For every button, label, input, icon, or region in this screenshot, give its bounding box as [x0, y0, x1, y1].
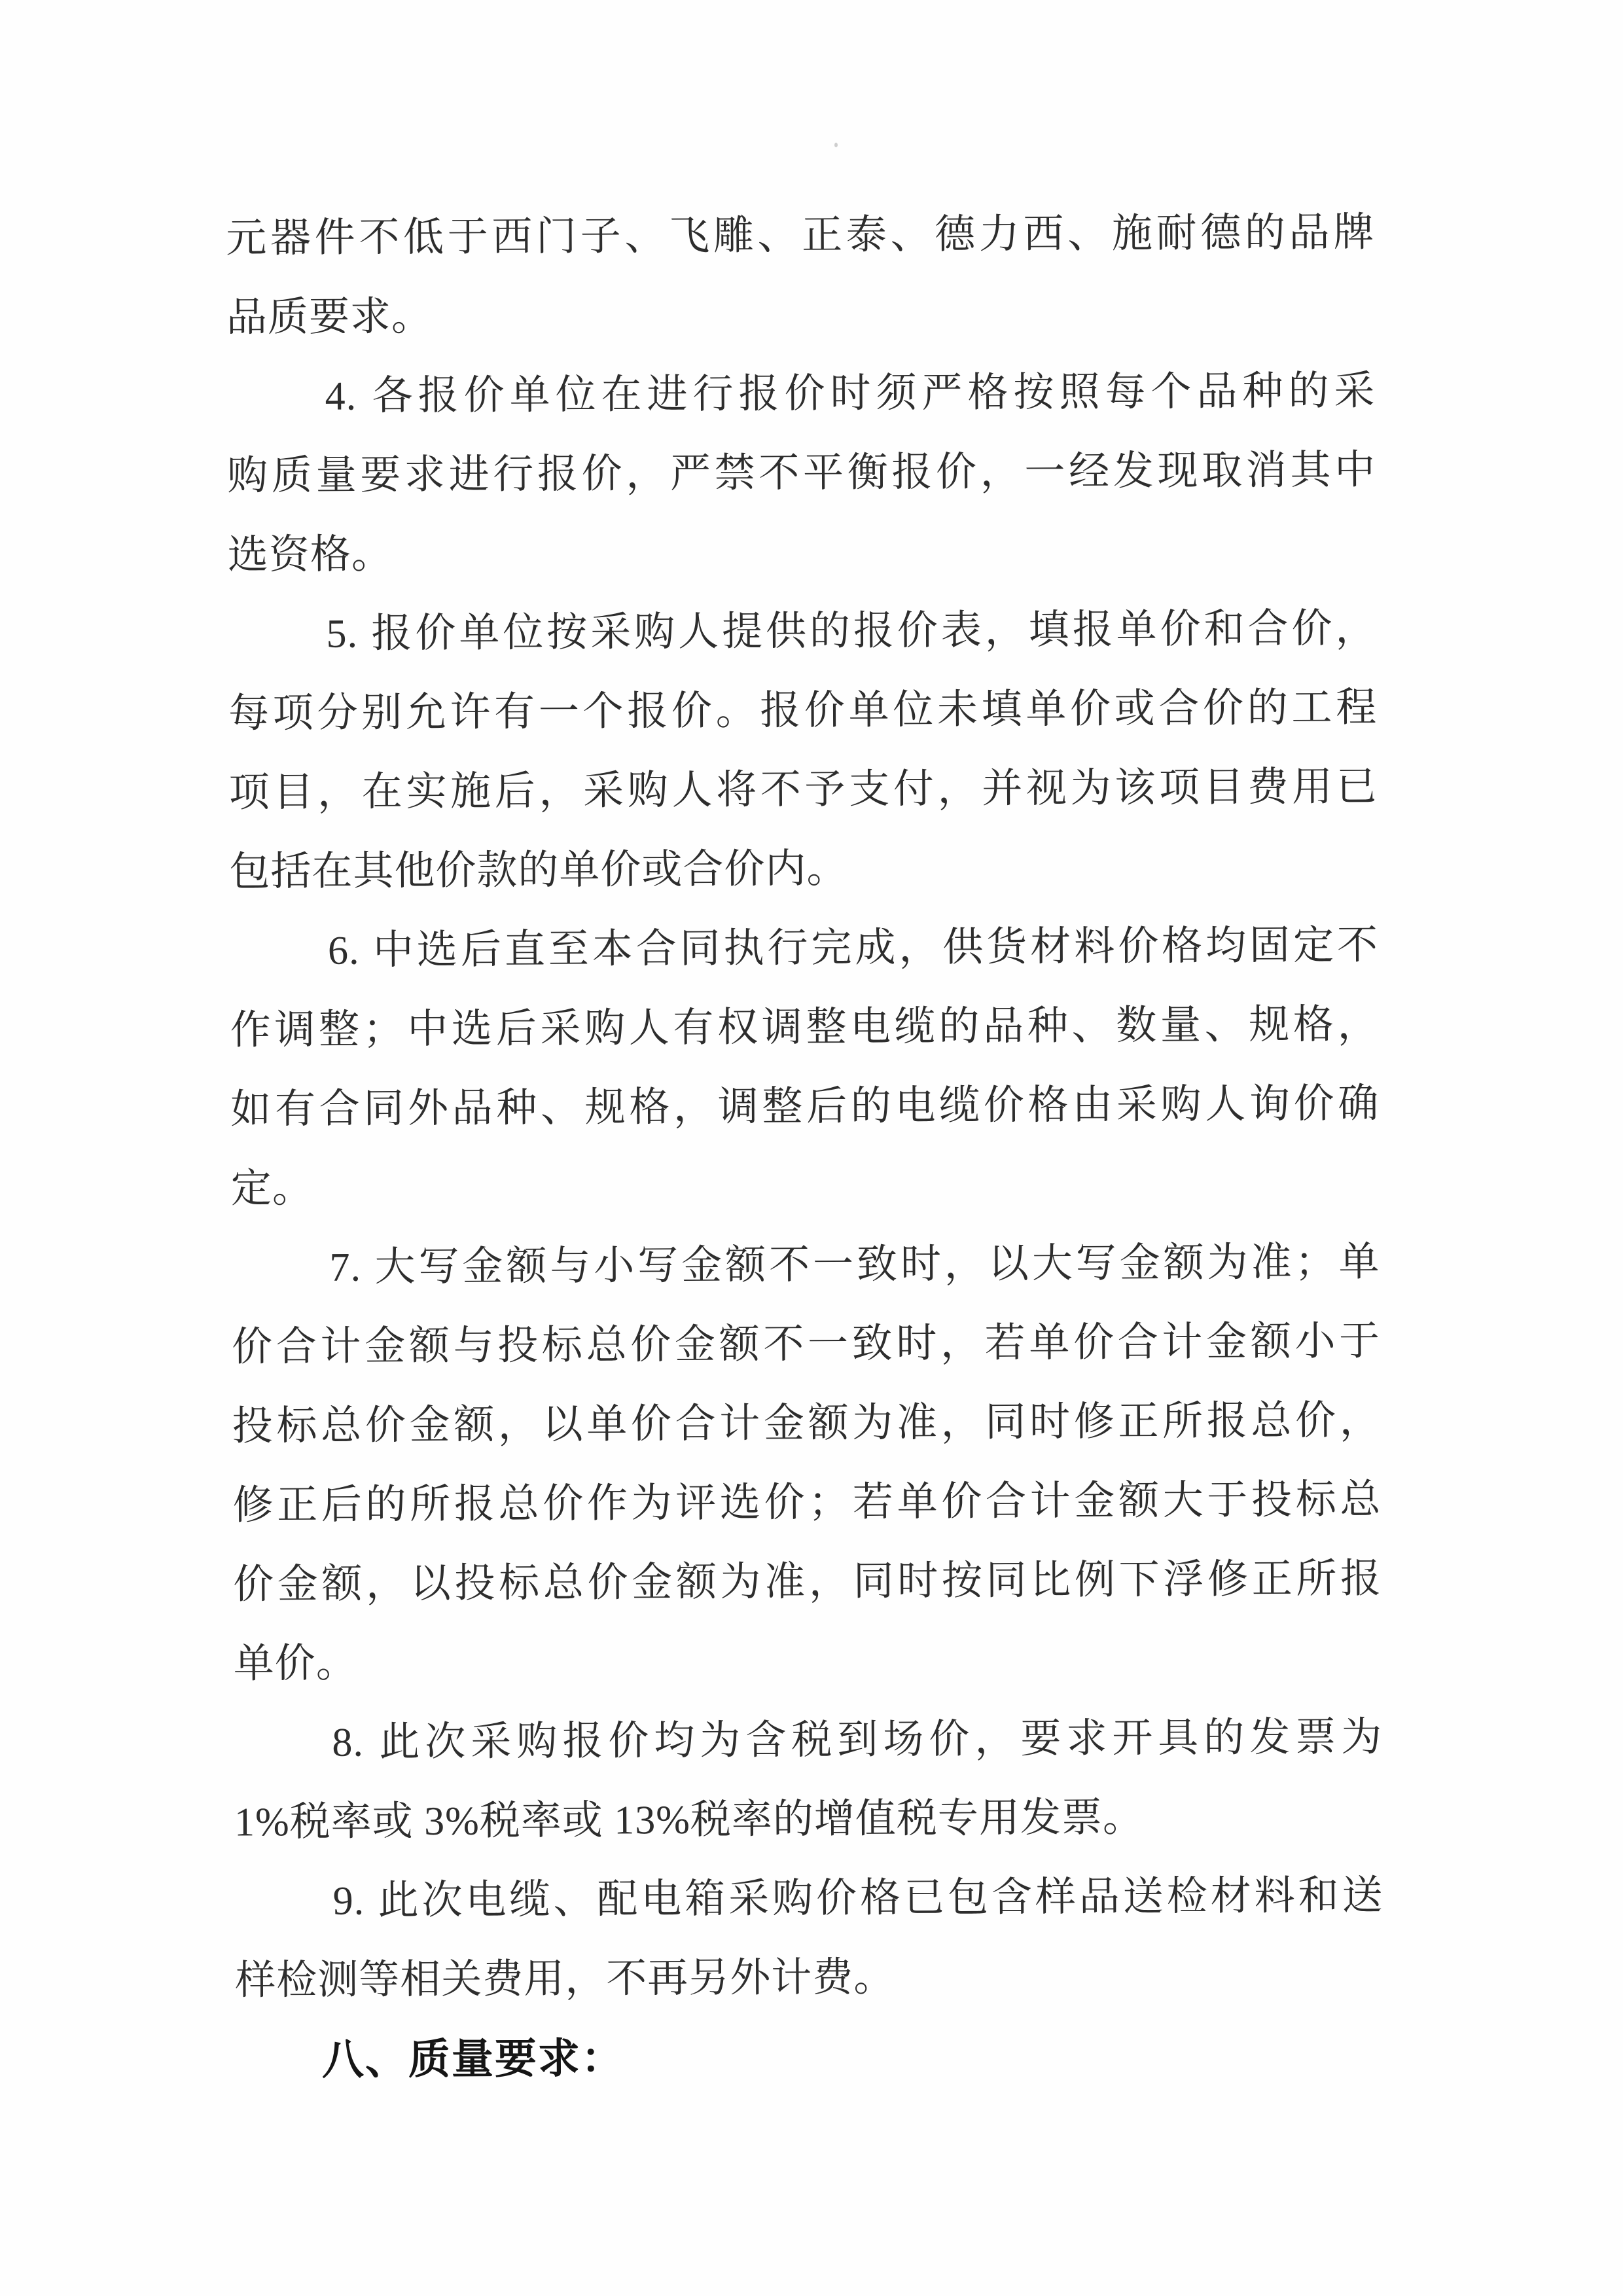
- text-line: 投标总价金额，以单价合计金额为准，同时修正所报总价，: [232, 1398, 1381, 1449]
- text-line: 4. 各报价单位在进行报价时须严格按照每个品种的采: [325, 368, 1376, 419]
- section-heading: 八、质量要求：: [321, 2034, 625, 2083]
- text-line: 样检测等相关费用，不再另外计费。: [235, 1955, 895, 2003]
- text-line: 5. 报价单位按采购人提供的报价表，填报单价和合价，: [326, 606, 1377, 656]
- text-line: 项目，在实施后，采购人将不予支付，并视为该项目费用已: [228, 764, 1378, 816]
- text-line: 选资格。: [227, 532, 393, 578]
- document-content: [226, 193, 1384, 2100]
- text-line: 价合计金额与投标总价金额不一致时，若单价合计金额小于: [232, 1319, 1381, 1370]
- text-line: 6. 中选后直至本合同执行完成，供货材料价格均固定不: [327, 923, 1379, 973]
- text-line: 如有合同外品种、规格，调整后的电缆价格由采购人询价确: [230, 1081, 1380, 1132]
- text-line: 修正后的所报总价作为评选价；若单价合计金额大于投标总: [232, 1477, 1382, 1528]
- text-line: 价金额，以投标总价金额为准，同时按同比例下浮修正所报: [232, 1556, 1382, 1607]
- text-line: 每项分别允许有一个报价。报价单位未填单价或合价的工程: [228, 685, 1378, 736]
- text-line: 7. 大写金额与小写金额不一致时，以大写金额为准；单: [329, 1240, 1380, 1290]
- text-line: 品质要求。: [226, 294, 433, 340]
- scan-speck: [834, 143, 838, 147]
- text-line: 元器件不低于西门子、飞雕、正泰、德力西、施耐德的品牌: [226, 210, 1375, 261]
- text-line: 包括在其他价款的单价或合价内。: [229, 846, 848, 895]
- text-line: 定。: [230, 1166, 314, 1211]
- text-line: 单价。: [233, 1641, 357, 1687]
- text-line: 购质量要求进行报价，严禁不平衡报价，一经发现取消其中: [227, 448, 1376, 499]
- text-line: 8. 此次采购报价均为含税到场价，要求开具的发票为: [332, 1715, 1383, 1765]
- text-line: 9. 此次电缆、配电箱采购价格已包含样品送检材料和送: [332, 1873, 1383, 1924]
- text-line: 作调整；中选后采购人有权调整电缆的品种、数量、规格，: [230, 1002, 1379, 1053]
- text-line: 1%税率或 3%税率或 13%税率的增值税专用发票。: [234, 1795, 1145, 1845]
